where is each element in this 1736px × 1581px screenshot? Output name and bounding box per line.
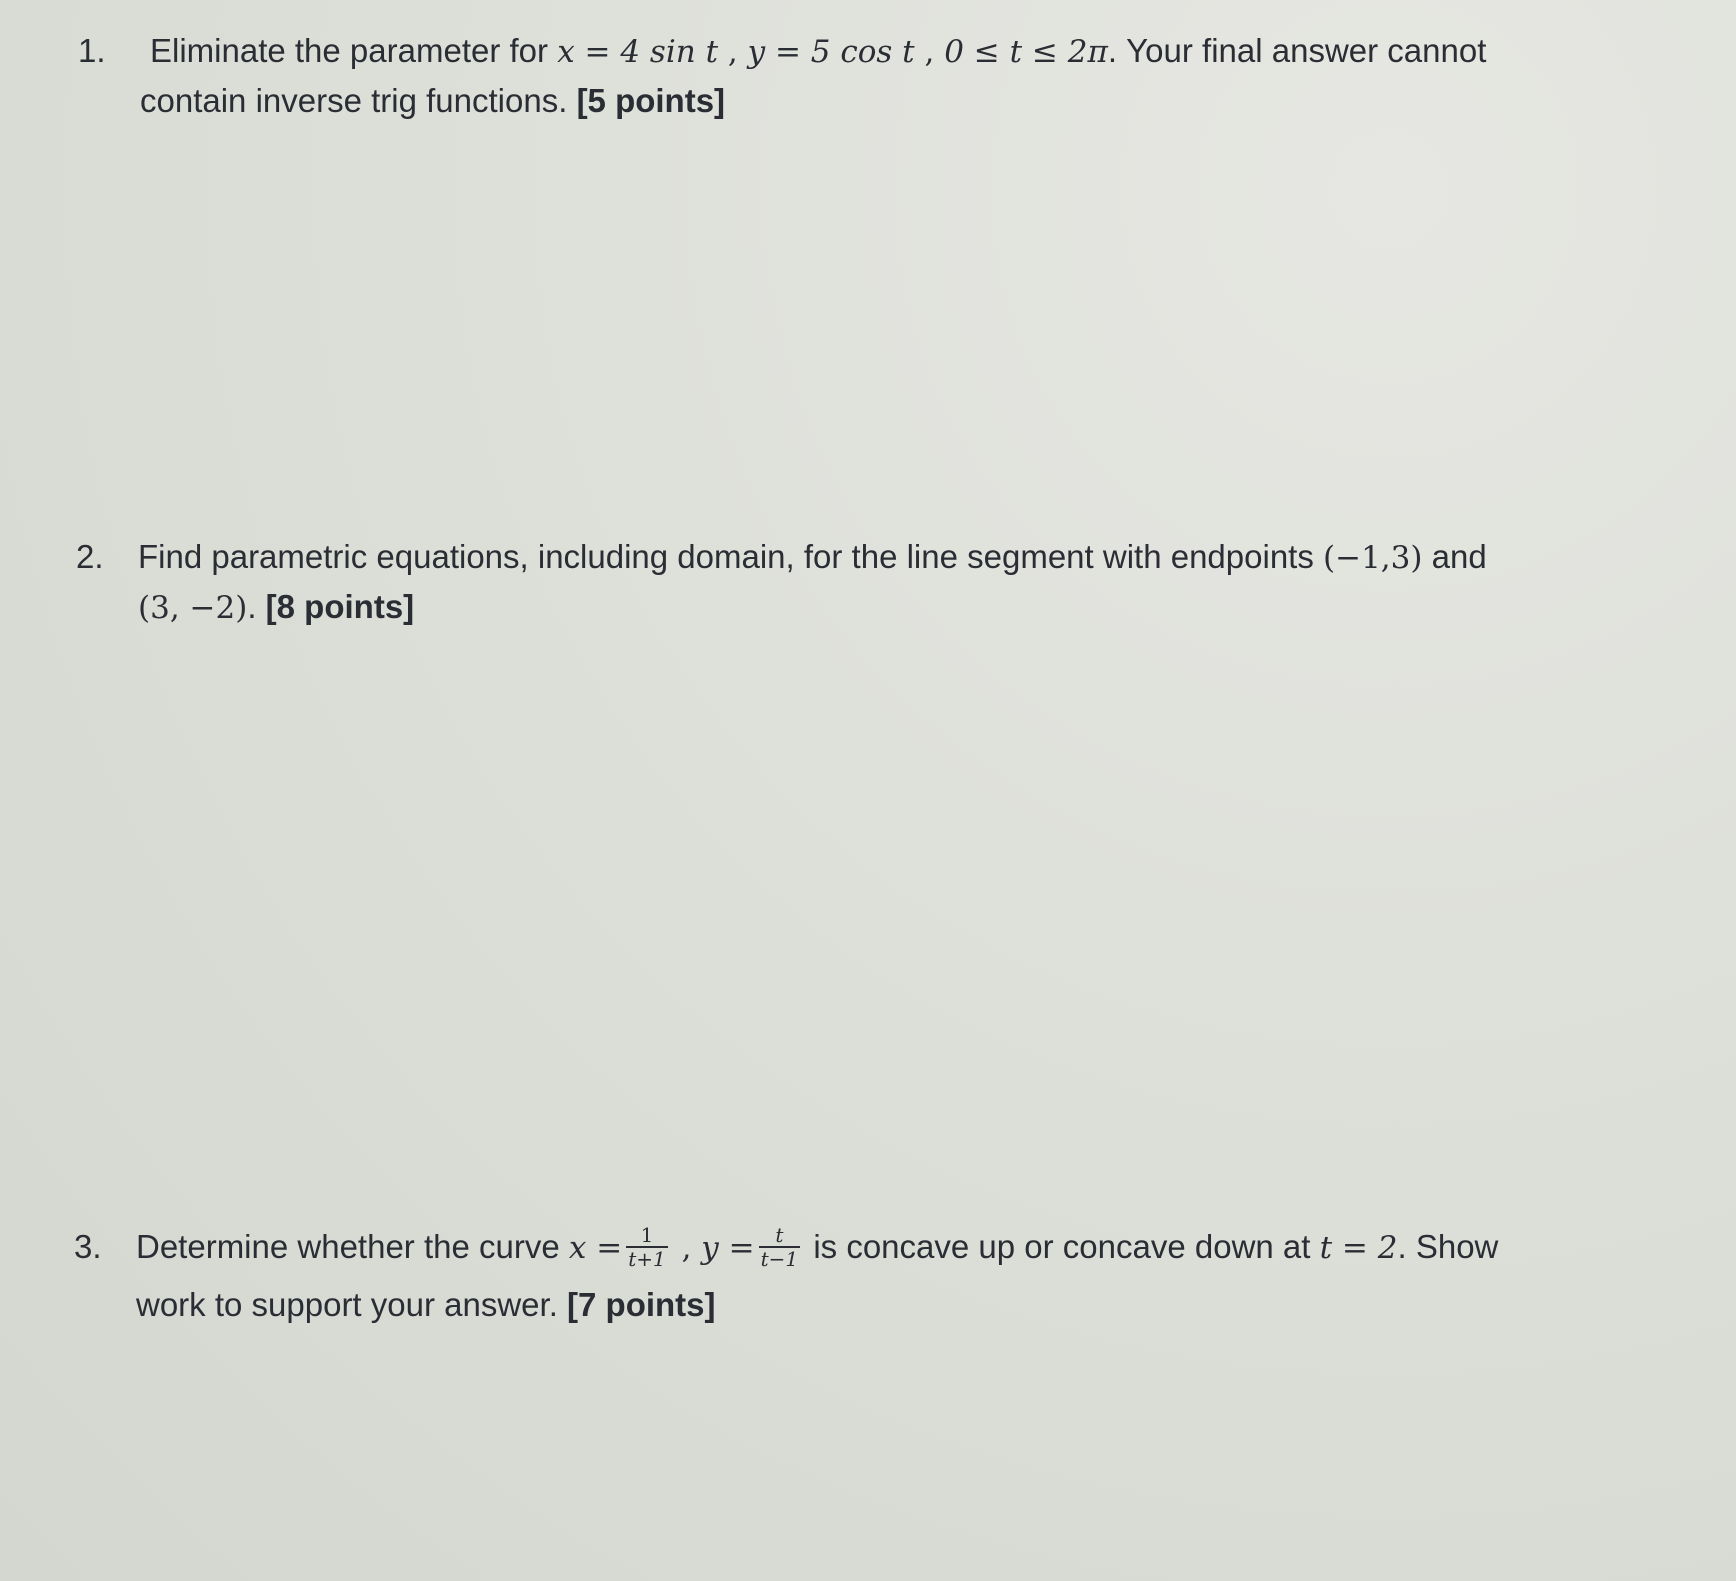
points-label: [7 points]: [567, 1286, 716, 1323]
question-text: work to support your answer.: [136, 1286, 568, 1323]
question-text: .: [247, 588, 266, 625]
question-text: is concave up or concave down at: [804, 1228, 1320, 1265]
question-text: Eliminate the parameter for: [150, 32, 558, 69]
question-text-line-2: [138, 578, 414, 637]
equation-y: y = 5 cos t: [747, 34, 915, 70]
endpoint-2: (3, −2): [138, 590, 248, 626]
x-label: x =: [568, 1230, 623, 1266]
fraction-denominator: t−1: [760, 1247, 799, 1272]
question-text-line-2: [140, 72, 725, 130]
separator: ,: [914, 34, 945, 70]
points-label: [5 points]: [576, 82, 726, 119]
equation-x: x = 4 sin t: [557, 34, 719, 70]
question-number: 2.: [76, 538, 104, 575]
question-text-line-2: [136, 1276, 716, 1334]
question-number: 1.: [78, 32, 106, 69]
question-3: [74, 1218, 1674, 1338]
points-label: [8 points]: [265, 588, 415, 625]
question-text: . Your final answer cannot: [1107, 32, 1487, 69]
question-number: 3.: [74, 1228, 102, 1265]
question-text: . Show: [1397, 1228, 1499, 1265]
question-2: [76, 528, 1636, 638]
y-label: y =: [701, 1230, 755, 1266]
fraction-numerator: t: [759, 1224, 801, 1248]
question-1: [78, 22, 1638, 132]
question-text: Determine whether the curve: [136, 1228, 569, 1265]
fraction-numerator: 1: [626, 1224, 668, 1248]
question-text: and: [1422, 538, 1487, 575]
question-text: contain inverse trig functions.: [140, 82, 577, 119]
fraction-denominator: t+1: [628, 1247, 666, 1272]
fraction-y: [759, 1224, 801, 1270]
separator: ,: [718, 34, 748, 70]
fraction-x: [626, 1224, 668, 1270]
endpoint-1: (−1,3): [1323, 540, 1423, 576]
question-text-line-1: [136, 1218, 1498, 1277]
separator: ,: [671, 1230, 702, 1266]
t-value: t = 2: [1319, 1230, 1398, 1266]
question-text: Find parametric equations, including domain, for the line segment with endpoints: [138, 538, 1324, 575]
parameter-range: 0 ≤ t ≤ 2π: [944, 34, 1108, 70]
